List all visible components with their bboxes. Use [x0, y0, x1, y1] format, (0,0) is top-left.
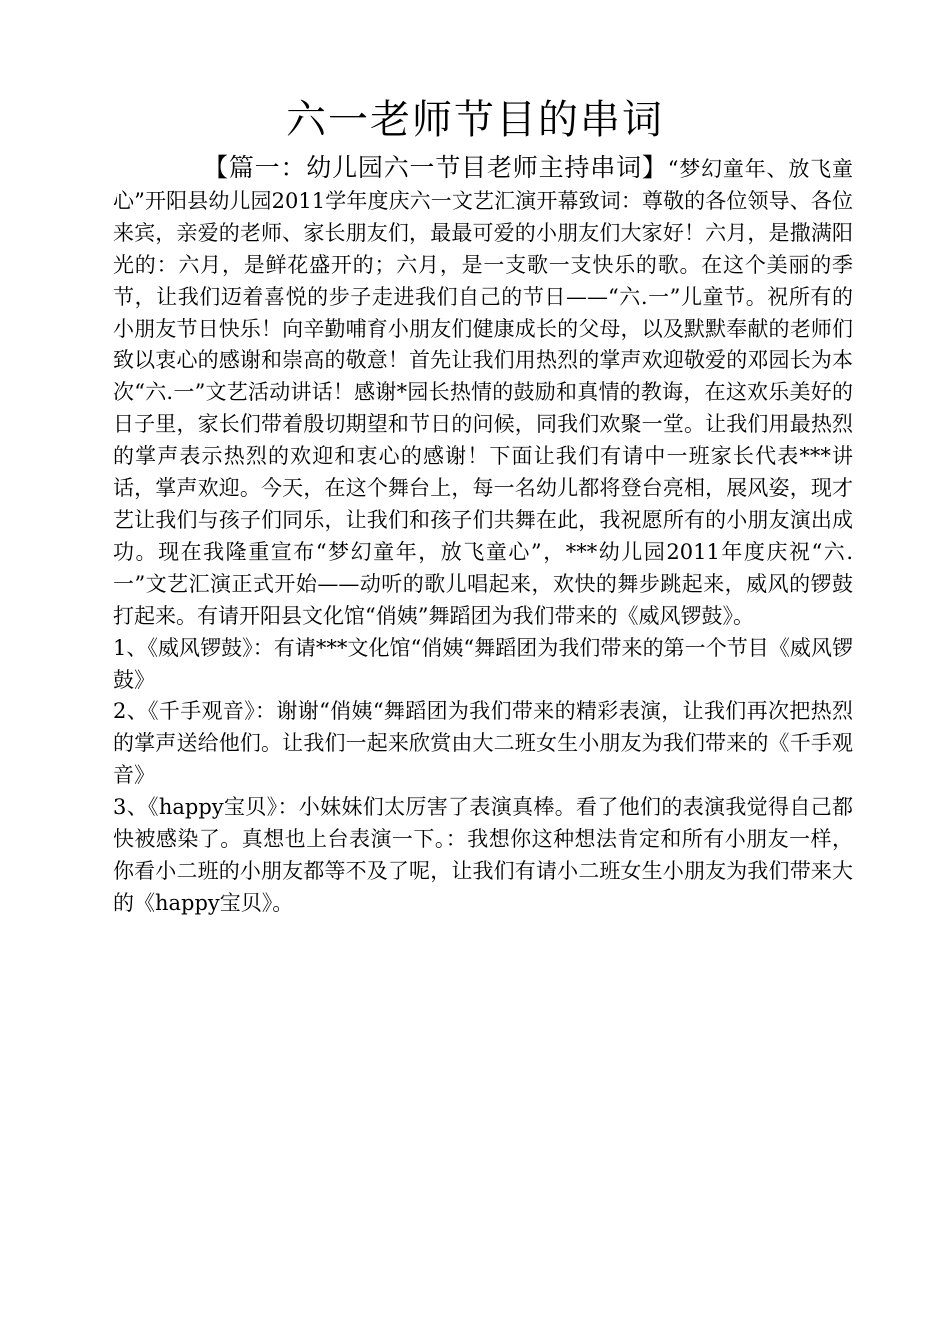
- document-body: [113, 152, 853, 920]
- intro-text: “梦幻童年、放飞童心”开阳县幼儿园2011学年度庆六一文艺汇演开幕致词：尊敬的各位领导、各位来宾，亲爱的老师、家长朋友们，最最可爱的小朋友们大家好！六月，是撒满阳光的：六月，是鲜花盛开的；六月，是一支歌一支快乐的歌。在这个美丽的季节，让我们迈着喜悦的步子走进我们自己的节日——“六.一”儿童节。祝所有的小朋友节日快乐！向辛勤哺育小朋友们健康成长的父母，以及默默奉献的老师们致以衷心的感谢和崇高的敬意！首先让我们用热烈的掌声欢迎敬爱的邓园长为本次“六.一”文艺活动讲话！感谢*园长热情的鼓励和真情的教诲，在这欢乐美好的日子里，家长们带着殷切期望和节日的问候，同我们欢聚一堂。让我们用最热烈的掌声表示热烈的欢迎和衷心的感谢！下面让我们有请中一班家长代表***讲话，掌声欢迎。今天，在这个舞台上，每一名幼儿都将登台亮相，展风姿，现才艺让我们与孩子们同乐，让我们和孩子们共舞在此，我祝愿所有的小朋友演出成功。现在我隆重宣布“梦幻童年，放飞童心”，***幼儿园2011年度庆祝“六.一”文艺汇演正式开始——动听的歌儿唱起来，欢快的舞步跳起来，威风的锣鼓打起来。有请开阳县文化馆“俏姨”舞蹈团为我们带来的《威风锣鼓》。: [113, 157, 853, 628]
- document-title: 六一老师节目的串词: [286, 97, 664, 143]
- intro-paragraph: [113, 152, 853, 633]
- section-heading: 【篇一：幼儿园六一节目老师主持串词】: [203, 153, 668, 182]
- list-item-3: 3、《happy宝贝》：小妹妹们太厉害了表演真棒。看了他们的表演我觉得自己都快被感染了。真想也上台表演一下。：我想你这种想法肯定和所有小朋友一样，你看小二班的小朋友都等不及了呢，让我们有请小二班女生小朋友为我们带来大的《happy宝贝》。: [113, 795, 853, 915]
- list-item-2: 2、《千手观音》：谢谢“俏姨“舞蹈团为我们带来的精彩表演，让我们再次把热烈的掌声送给他们。让我们一起来欣赏由大二班女生小朋友为我们带来的《千手观音》: [113, 699, 853, 788]
- list-item-1: 1、《威风锣鼓》：有请***文化馆“俏姨“舞蹈团为我们带来的第一个节目《威风锣鼓》: [113, 635, 853, 692]
